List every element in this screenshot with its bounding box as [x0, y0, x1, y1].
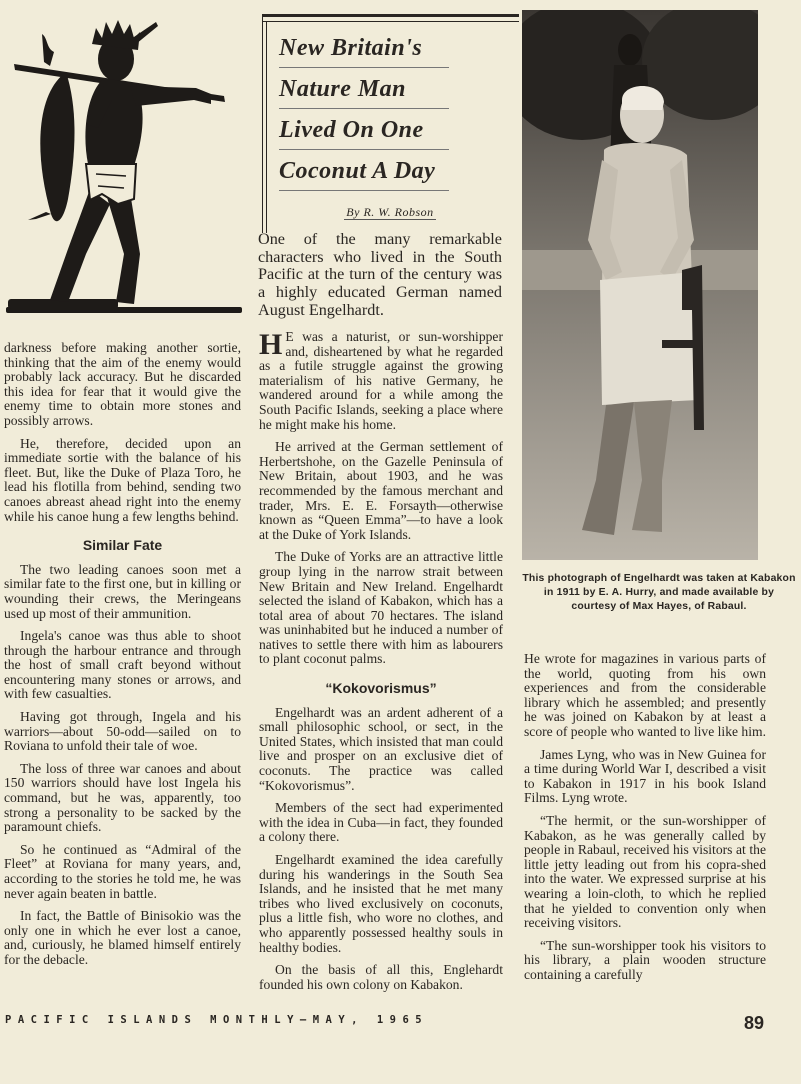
article-title-box — [262, 14, 519, 233]
page-number: 89 — [744, 1013, 765, 1033]
photo-caption: This photograph of Engelhardt was taken at Kabakon in 1911 by E. A. Hurry, and made available by courtesy of Max Hayes, of Rabaul. — [522, 573, 796, 612]
body-paragraph-first: H E was a naturist, or sun-worshipper and, disheartened by what he regarded as a futile struggle against the growing materialism of his native Germany, he wandered around for a while among the South Pacific Islands, seeking a place where he might make his home. — [259, 328, 503, 432]
column-two — [259, 330, 503, 1000]
title-line: Nature Man — [279, 76, 406, 103]
body-paragraph: On the basis of all this, Englehardt founded his own colony on Kabakon. — [259, 962, 503, 992]
body-paragraph: “The sun-worshipper took his visitors to his library, a plain wooden structure containing a carefully — [524, 937, 766, 982]
subheading-kokovorismus: “Kokovorismus” — [325, 680, 437, 697]
body-paragraph: He, therefore, decided upon an immediate sortie with the balance of his fleet. But, like the Duke of Plaza Toro, he lead his flotilla from behind, sending two canoes abreast ahead right into the enemy while his canoe hung a few lengths behind. — [4, 435, 241, 524]
body-paragraph: James Lyng, who was in New Guinea for a time during World War I, described a visit to Kabakon in 1917 in his book Island Films. Lyng wrote. — [524, 746, 766, 806]
body-paragraph: “The hermit, or the sun-worshipper of Kabakon, as he was generally called by people in Rabaul, received his visitors at the little jetty leading out from his copra-shed into the water. We expressed surprise at his wearing a loin-cloth, to which he replied that he yielded to convention only when receiving visitors. — [524, 812, 766, 931]
body-paragraph: He wrote for magazines in various parts of the world, quoting from his own experiences and from the considerable library which he assembled; and presently he was joined on Kabakon by at least a score of people who wanted to live like him. — [524, 651, 766, 739]
title-line: Coconut A Day — [279, 158, 435, 185]
title-line: New Britain's — [279, 35, 422, 62]
body-paragraph: The Duke of Yorks are an attractive little group lying in the narrow strait between New Britain and New Ireland. Engelhardt selected the island of Kabakon, which has a total area of about 70 hectares. The island was uninhabited but he induced a number of natives to settle there with him as labourers to plant coconut palms. — [259, 549, 503, 667]
warrior-silhouette-illustration — [6, 14, 242, 322]
drop-cap: H — [259, 328, 283, 361]
article-intro: One of the many remarkable characters who lived in the South Pacific at the turn of the century was a highly educated German named August Engelhardt. — [258, 230, 502, 319]
body-paragraph: Engelhardt was an ardent adherent of a small philosophic school, or sect, in the United States, which insisted that man could live and prosper on an exclusive diet of coconuts. The practice was called “Kokovorismus”. — [259, 704, 503, 793]
body-paragraph: Members of the sect had experimented with the idea in Cuba—in fact, they founded a colony there. — [259, 800, 503, 845]
body-paragraph: Engelhardt examined the idea carefully during his wanderings in the South Sea Islands, and he insisted that he met many tribes who lived exclusively on coconuts, plus a little fish, who wore no clothes, and who apparently possessed healthy souls in healthy bodies. — [259, 852, 503, 955]
body-paragraph: He arrived at the German settlement of Herbertshohe, on the Gazelle Peninsula of New Britain, about 1903, and he was recommended by the famous merchant and trader, Mrs. E. E. Forsayth—otherwise known as “Queen Emma”—to have a look at the Duke of York Islands. — [259, 439, 503, 542]
publication-footer: PACIFIC ISLANDS MONTHLY—MAY, 1965 — [5, 1014, 429, 1026]
title-line: Lived On One — [279, 117, 424, 144]
body-paragraph: The two leading canoes soon met a similar fate to the first one, but in killing or wounding their crews, the Meringeans used up most of their ammunition. — [4, 561, 241, 621]
body-paragraph: So he continued as “Admiral of the Fleet” at Roviana for many years, and, according to the stories he told me, he was never again beaten in battle. — [4, 841, 241, 901]
body-paragraph: darkness before making another sortie, thinking that the aim of the enemy would probably lack accuracy. But he discarded this idea for fear that it would give the enemy time to obtain more stones and possibly arrows. — [4, 340, 241, 428]
body-paragraph: Ingela's canoe was thus able to shoot through the harbour entrance and through the host of small craft beyond without encountering many stones or arrows, and with few casualties. — [4, 628, 241, 702]
engelhardt-photograph — [522, 10, 758, 560]
byline: By R. W. Robson — [346, 205, 434, 219]
subheading-similar-fate: Similar Fate — [82, 537, 163, 554]
body-paragraph: In fact, the Battle of Binisokio was the only one in which he ever lost a canoe, and, curiously, he blamed himself entirely for the debacle. — [4, 908, 241, 967]
body-paragraph: Having got through, Ingela and his warriors—about 50-odd—sailed on to Roviana to unfold their tale of woe. — [4, 709, 241, 754]
column-three — [524, 652, 766, 990]
column-one — [4, 341, 241, 976]
body-paragraph: The loss of three war canoes and about 150 warriors should have lost Ingela his command, but he was, apparently, too strong a personality to be sacked by the paramount chiefs. — [4, 760, 241, 835]
